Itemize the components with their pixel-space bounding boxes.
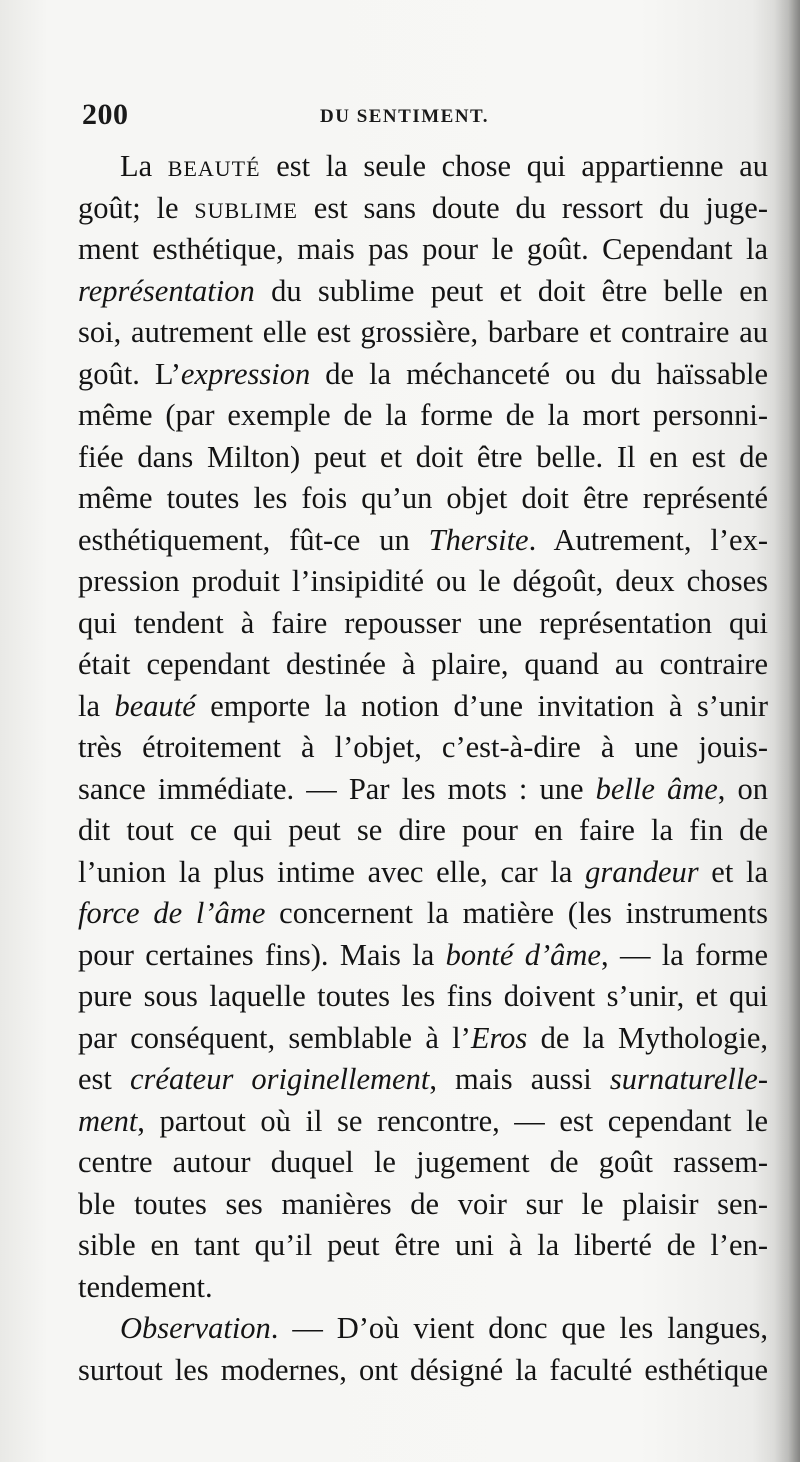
text-line: très étroitement à l’objet, c’est-à-dire à une jouis- [78,730,768,764]
text-line: pour certaines fins). Mais la bonté d’âme, — la forme [78,937,768,972]
text-line: goût; le SUBLIME est sans doute du ressort du juge- [78,190,768,225]
text-line: est créateur originellement, mais aussi surnaturelle- [78,1062,768,1096]
text-line: représentation du sublime peut et doit être belle en [78,273,768,308]
text-line: force de l’âme concernent la matière (les instruments [78,896,768,930]
text-line: ment, partout où il se rencontre, — est cependant le [78,1103,768,1138]
text-line: était cependant destinée à plaire, quand au contraire [78,647,768,681]
text-line: ment esthétique, mais pas pour le goût. Cependant la [78,232,768,266]
text-line: par conséquent, semblable à l’Eros de la Mythologie, [78,1020,768,1055]
text-line: La BEAUTÉ est la seule chose qui appartienne au [120,149,768,183]
text-line: la beauté emporte la notion d’une invitation à s’unir [78,688,768,723]
text-line: surtout les modernes, ont désigné la faculté esthétique [78,1352,768,1387]
text-line: ble toutes ses manières de voir sur le plaisir sen- [78,1186,768,1221]
page-edge-shadow [774,0,800,1462]
text-line: sance immédiate. — Par les mots : une belle âme, on [78,771,768,806]
text-line: sible en tant qu’il peut être uni à la liberté de l’en- [78,1228,768,1262]
text-line: centre autour duquel le jugement de goût rassem- [78,1145,768,1179]
body-text [78,146,768,1391]
text-line: pure sous laquelle toutes les fins doivent s’unir, et qui [78,979,768,1013]
text-line: dit tout ce qui peut se dire pour en faire la fin de [78,813,768,847]
text-line: même (par exemple de la forme de la mort personni- [78,398,768,432]
text-line: tendement. [78,1269,213,1304]
running-head [82,98,772,138]
text-line: goût. L’expression de la méchanceté ou du haïssable [78,356,768,391]
chapter-title: DU SENTIMENT. [320,106,490,127]
text-line: qui tendent à faire repousser une représentation qui [78,605,768,640]
text-line: Observation. — D’où vient donc que les langues, [120,1311,768,1345]
text-line: soi, autrement elle est grossière, barbare et contraire au [78,315,768,349]
text-line: l’union la plus intime avec elle, car la grandeur et la [78,854,768,889]
text-line: pression produit l’insipidité ou le dégoût, deux choses [78,564,768,598]
text-line: même toutes les fois qu’un objet doit être représenté [78,481,768,515]
text-line: esthétiquement, fût-ce un Thersite. Autrement, l’ex- [78,522,768,557]
page-number: 200 [82,98,129,131]
text-line: fiée dans Milton) peut et doit être belle. Il en est de [78,439,768,474]
